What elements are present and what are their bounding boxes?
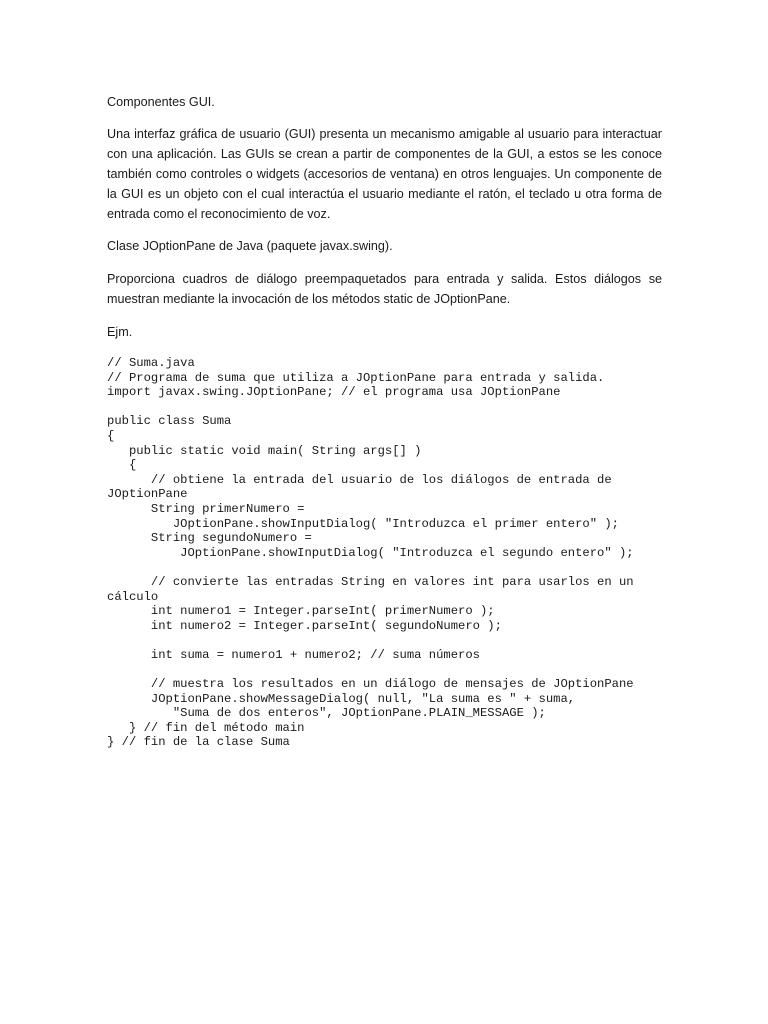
document-heading: Componentes GUI. bbox=[107, 95, 215, 109]
document-page bbox=[107, 92, 662, 750]
example-label: Ejm. bbox=[107, 325, 133, 339]
intro-paragraph: Una interfaz gráfica de usuario (GUI) presenta un mecanismo amigable al usuario para interactuar con una aplicación. Las GUIs se crean a partir de componentes de la GUI, a estos se les conoce también como controles o widgets (accesorios de ventana) en otros lenguajes. Un componente de la GUI es un objeto con el cual interactúa el usuario mediante el ratón, el teclado u otra forma de entrada como el reconocimiento de voz. bbox=[107, 127, 662, 221]
provides-paragraph: Proporciona cuadros de diálogo preempaquetados para entrada y salida. Estos diálogos se muestran mediante la invocación de los métodos static de JOptionPane. bbox=[107, 272, 662, 306]
code-listing: // Suma.java // Programa de suma que utiliza a JOptionPane para entrada y salida. import javax.swing.JOptionPane; // el programa usa JOptionPane public class Suma { public static void main( String args[] ) { // obtiene la entrada del usuario de los diálogos de entrada de JOptionPane String primerNumero = JOptionPane.showInputDialog( "Introduzca el primer entero" ); String segundoNumero = JOptionPane.showInputDialog( "Introduzca el segundo entero" ); // convierte las entradas String en valores int para usarlos en un cálculo int numero1 = Integer.parseInt( primerNumero ); int numero2 = Integer.parseInt( segundoNumero ); int suma = numero1 + numero2; // suma números // muestra los resultados en un diálogo de mensajes de JOptionPane JOptionPane.showMessageDialog( null, "La suma es " + suma, "Suma de dos enteros", JOptionPane.PLAIN_MESSAGE ); } // fin del método main } // fin de la clase Suma bbox=[107, 356, 634, 750]
class-description-line: Clase JOptionPane de Java (paquete javax.swing). bbox=[107, 239, 393, 253]
